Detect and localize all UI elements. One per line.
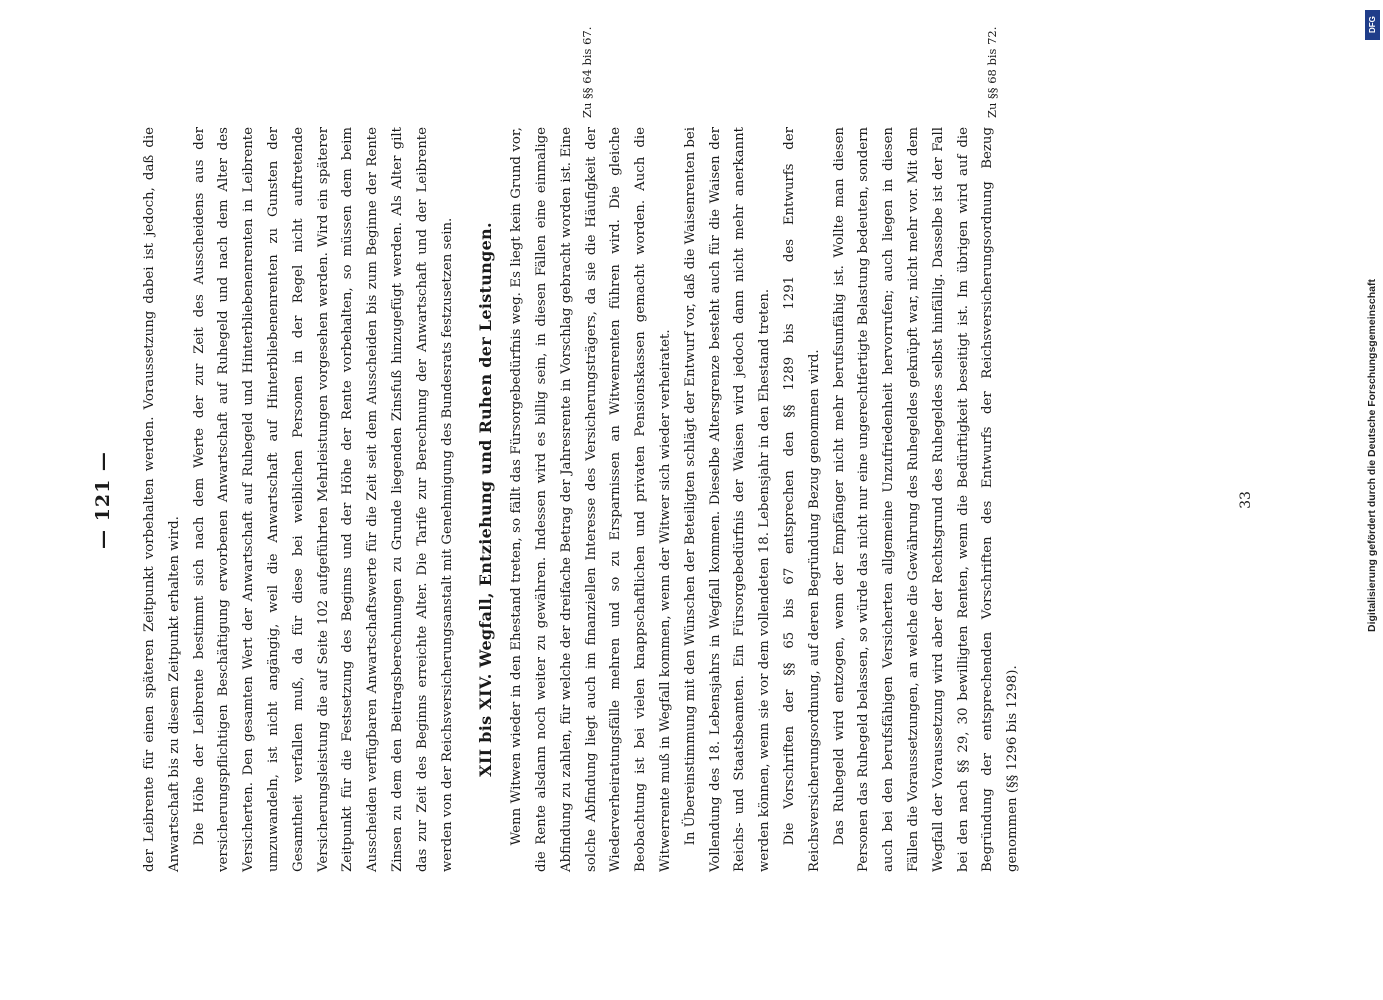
paragraph: Das Ruhegeld wird entzogen, wenn der Empfänger nicht mehr berufsunfähig ist. Wollte man diesen Personen das Ruhegeld belassen, so würde das nicht nur eine ungerechtfertigte Belastung bedeuten, sondern auch bei den berufsfähigen Versicherten allgemeine Unzufriedenheit hervorrufen; auch liegen in diesen Fällen die Voraussetzungen, an welche die Gewährung des Ruhegeldes geknüpft war, nicht mehr vor. Mit dem Wegfall der Voraussetzung wird aber der Rechtsgrund des Ruhegeldes selbst hinfällig. Dasselbe ist der Fall bei den nach §§ 29, 30 bewilligten Renten, wenn die Bedürftigkeit beseitigt ist. Im übrigen wird auf die Begründung der entsprechenden Vorschriften des Entwurfs der Reichsversicherungsordnung Bezug genommen (§§ 1296 bis 1298). xyxy=(831,127,1021,872)
sheet-number: 33 xyxy=(1238,491,1254,509)
margin-note: Zu §§ 64 bis 67. xyxy=(580,26,594,118)
dfg-logo-icon: DFG xyxy=(1365,10,1380,40)
margin-note: Zu §§ 68 bis 72. xyxy=(985,26,999,118)
paragraph: Die Höhe der Leibrente bestimmt sich nach dem Werte der zur Zeit des Ausscheidens aus der versicherungspflichtigen Beschäftigung erworbenen Anwartschaft auf Ruhegeld und nach dem Alter des Versicherten. Den gesamten Wert der Anwartschaft auf Ruhegeld und Hinterbliebenenrenten in Leibrente umzuwandeln, ist nicht angängig, weil die Anwartschaft auf Hinterbliebenenrenten zu Gunsten der Gesamtheit verfallen muß, da für diese bei weiblichen Personen in der Regel nicht auftretende Versicherungsleistung die auf Seite 102 aufgeführten Mehrleistungen vorgesehen werden. Wird ein späterer Zeitpunkt für die Festsetzung des Beginns und der Höhe der Rente vorbehalten, so müssen dem beim Ausscheiden verfügbaren Anwartschaftswerte für die Zeit seit dem Ausscheiden bis zum Beginne der Rente Zinsen zu dem den Beitragsberechnungen zu Grunde liegenden Zinsfuß hinzugefügt werden. Als Alter gilt das zur Zeit des Beginns erreichte Alter. Die Tarife zur Berechnung der Anwartschaft und der Leibrente werden von der Reichsversicherungsanstalt mit Genehmigung des Bundesrats festzusetzen sein. xyxy=(191,127,455,872)
main-text-column xyxy=(138,127,1026,872)
paragraph: In Übereinstimmung mit den Wünschen der Beteiligten schlägt der Entwurf vor, daß die Waisenrenten bei Vollendung des 18. Lebensjahrs in Wegfall kommen. Dieselbe Altersgrenze besteht auch für die Waisen der Reichs- und Staatsbeamten. Ein Fürsorgebedürfnis der Waisen wird jedoch dann nicht mehr anerkannt werden können, wenn sie vor dem vollendeten 18. Lebensjahr in den Ehestand treten. xyxy=(682,127,773,872)
paragraph: der Leibrente für einen späteren Zeitpunkt vorbehalten werden. Voraussetzung dabei ist jedoch, daß die Anwartschaft bis zu diesem Zeitpunkt erhalten wird. xyxy=(142,127,182,872)
attribution-text: Digitalisierung gefördert durch die Deutsche Forschungsgemeinschaft xyxy=(1366,279,1378,632)
section-heading: XII bis XIV. Wegfall, Entziehung und Ruhen der Leistungen. xyxy=(476,222,496,777)
page-number: — 121 — xyxy=(92,451,114,549)
paragraph: Wenn Witwen wieder in den Ehestand treten, so fällt das Fürsorgebedürfnis weg. Es liegt kein Grund vor, die Rente alsdann noch weiter zu gewähren. Indessen wird es billig sein, in diesen Fällen eine einmalige Abfindung zu zahlen, für welche der dreifache Betrag der Jahresrente in Vorschlag gebracht worden ist. Eine solche Abfindung liegt auch im finanziellen Interesse des Versicherungsträgers, da sie die Häufigkeit der Wiederverheiratungsfälle mehren und so zu Ersparnissen an Witwenrenten führen wird. Die gleiche Beobachtung ist bei vielen knappschaftlichen und privaten Pensionskassen gemacht worden. Auch die Witwerrente muß in Wegfall kommen, wenn der Witwer sich wieder verheiratet. xyxy=(509,127,673,872)
paragraph: Die Vorschriften der §§ 65 bis 67 entsprechen den §§ 1289 bis 1291 des Entwurfs der Reichsversicherungsordnung, auf deren Begründung Bezug genommen wird. xyxy=(781,127,822,872)
